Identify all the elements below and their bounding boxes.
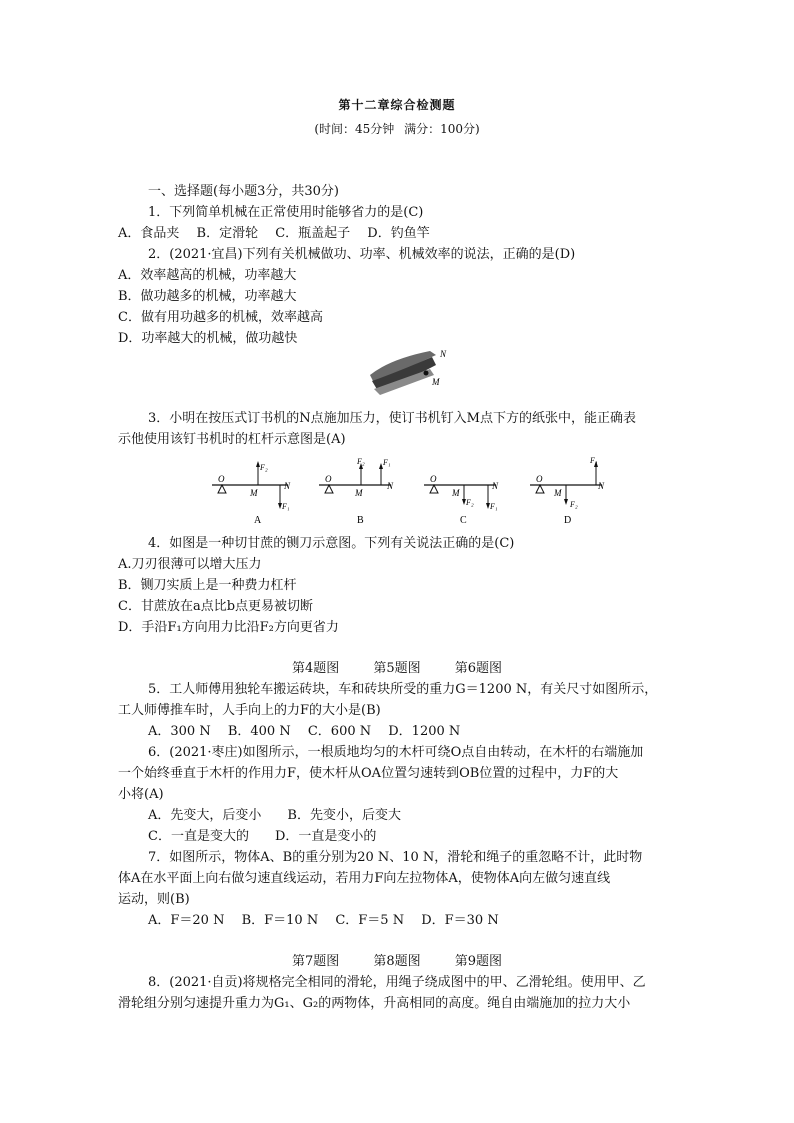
q6-stem-1: 6．(2021·枣庄)如图所示，一根质地均匀的木杆可绕O点自由转动，在木杆的右端施加 [148, 745, 644, 760]
svg-text:M: M [554, 488, 562, 498]
q8-stem-2: 滑轮组分别匀速提升重力为G₁、G₂的两物体，升高相同的高度。绳自由端施加的拉力大小 [118, 996, 631, 1011]
caption-fig4: 第4题图 [291, 661, 340, 676]
q5-stem-1: 5．工人师傅用独轮车搬运砖块，车和砖块所受的重力G＝1200 N，有关尺寸如图所示， [148, 682, 658, 697]
q8-stem-1: 8．(2021·自贡)将规格完全相同的滑轮，用绳子绕成图中的甲、乙滑轮组。使用甲、乙 [148, 975, 646, 990]
svg-text:N: N [284, 481, 291, 491]
svg-text:N: N [387, 481, 394, 491]
svg-text:D: D [564, 515, 572, 526]
q7-stem-2: 体A在水平面上向右做匀速直线运动，若用力F向左拉物体A，使物体A向左做匀速直线 [118, 871, 611, 886]
q1-stem: 1．下列简单机械在正常使用时能够省力的是(C) [148, 205, 424, 220]
svg-text:O: O [218, 474, 225, 484]
q6-options-1: A．先变大，后变小 B．先变小，后变大 [148, 808, 401, 823]
svg-text:F₁: F₁ [490, 502, 498, 511]
svg-text:C: C [460, 515, 467, 526]
caption-fig7: 第7题图 [291, 954, 340, 969]
q4-option-b: B．铡刀实质上是一种费力杠杆 [118, 578, 297, 593]
q5-options: A．300 N B．400 N C．600 N D．1200 N [148, 724, 461, 739]
q4-option-a: A.刀刃很薄可以增大压力 [118, 557, 262, 572]
q7-options: A．F＝20 N B．F＝10 N C．F＝5 N D．F＝30 N [148, 913, 499, 928]
svg-text:O: O [325, 474, 332, 484]
lever-diagrams [200, 455, 620, 530]
q2-option-c: C．做有用功越多的机械，效率越高 [118, 310, 323, 325]
lever-diagram-a [212, 461, 291, 526]
svg-text:M: M [355, 488, 363, 498]
svg-text:F₂: F₂ [570, 500, 578, 509]
lever-diagram-d [530, 456, 605, 526]
page-subtitle: (时间：45分钟 满分：100分) [314, 122, 480, 136]
q5-stem-2: 工人师傅推车时，人手向上的力F的大小是(B) [118, 703, 381, 718]
q2-stem: 2．(2021·宜昌)下列有关机械做功、功率、机械效率的说法，正确的是(D) [148, 247, 576, 262]
svg-text:M: M [250, 488, 258, 498]
q6-options-2: C．一直是变大的 D．一直是变小的 [148, 829, 377, 844]
q7-stem-3: 运动，则(B) [118, 892, 190, 907]
stapler-label-n: N [440, 349, 447, 359]
q6-stem-2: 一个始终垂直于木杆的作用力F，使木杆从OA位置匀速转到OB位置的过程中，力F的大 [118, 766, 619, 781]
q7-stem-1: 7．如图所示，物体A、B的重分别为20 N、10 N，滑轮和绳子的重忽略不计，此时物 [148, 850, 643, 865]
caption-fig8: 第8题图 [373, 954, 421, 969]
q2-option-a: A．效率越高的机械，功率越大 [118, 268, 297, 283]
svg-text:F₂: F₂ [357, 457, 365, 466]
caption-fig5: 第5题图 [373, 661, 421, 676]
svg-text:A: A [254, 515, 262, 526]
stapler-image [360, 345, 460, 397]
svg-text:F₁: F₁ [282, 502, 290, 511]
caption-fig9: 第9题图 [454, 954, 503, 969]
svg-text:F₁: F₁ [590, 456, 598, 465]
lever-diagram-b [319, 457, 394, 526]
page-title: 第十二章综合检测题 [338, 98, 456, 112]
svg-text:B: B [357, 515, 364, 526]
svg-text:N: N [598, 481, 605, 491]
svg-text:N: N [492, 481, 499, 491]
q4-option-d: D．手沿F₁方向用力比沿F₂方向更省力 [118, 620, 339, 635]
figure-captions-4-6 [0, 657, 794, 676]
svg-text:M: M [452, 488, 460, 498]
q2-option-d: D．功率越大的机械，做功越快 [118, 331, 298, 346]
q4-stem: 4．如图是一种切甘蔗的铡刀示意图。下列有关说法正确的是(C) [148, 536, 515, 551]
q3-stem-2: 示他使用该钉书机时的杠杆示意图是(A) [118, 432, 346, 447]
svg-text:F₂: F₂ [260, 463, 268, 472]
svg-text:O: O [430, 474, 437, 484]
q1-options: A．食品夹 B．定滑轮 C．瓶盖起子 D．钓鱼竿 [118, 226, 430, 241]
svg-text:F₁: F₁ [383, 458, 391, 467]
figure-captions-7-9 [0, 950, 794, 969]
lever-diagram-c [424, 474, 499, 526]
caption-fig6: 第6题图 [454, 661, 503, 676]
stapler-label-m: M [432, 377, 440, 387]
section-heading: 一、选择题(每小题3分，共30分) [148, 184, 339, 199]
q6-stem-3: 小将(A) [118, 787, 164, 802]
q3-stem-1: 3．小明在按压式订书机的N点施加压力，使订书机钉入M点下方的纸张中，能正确表 [148, 411, 636, 426]
svg-text:O: O [536, 474, 543, 484]
q2-option-b: B．做功越多的机械，功率越大 [118, 289, 297, 304]
q4-option-c: C．甘蔗放在a点比b点更易被切断 [118, 599, 314, 614]
svg-text:F₂: F₂ [466, 498, 474, 507]
